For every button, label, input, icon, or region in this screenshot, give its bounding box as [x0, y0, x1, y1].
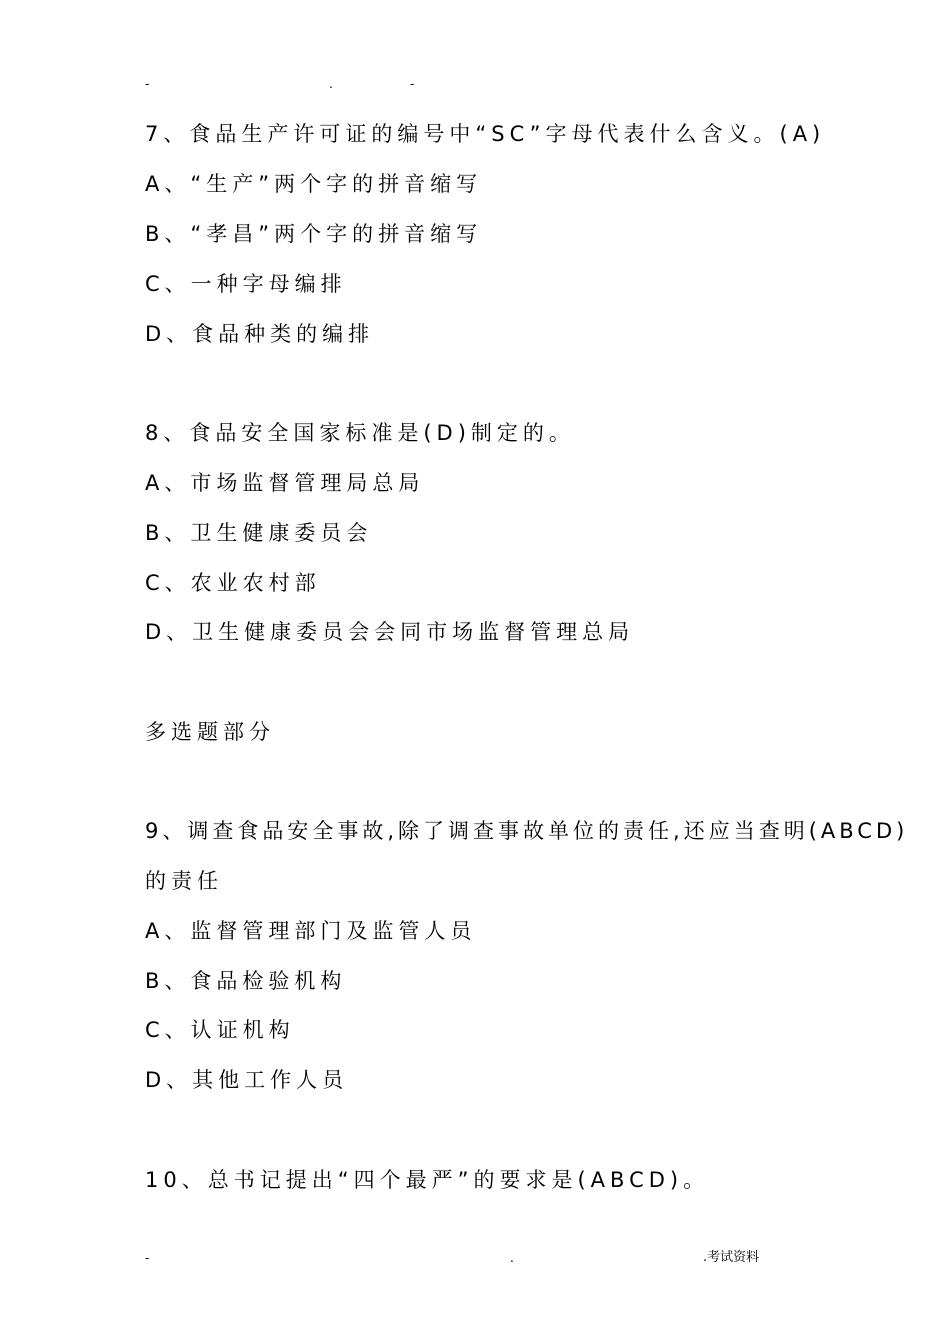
- option-d: D、卫生健康委员会会同市场监督管理总局: [145, 620, 635, 644]
- footer-mark-center: .: [510, 1251, 514, 1265]
- question-stem-line-2: 的责任: [145, 869, 223, 893]
- option-a: A、监督管理部门及监管人员: [145, 919, 477, 943]
- question-stem: 10、总书记提出“四个最严”的要求是(ABCD)。: [145, 1168, 710, 1192]
- option-c: C、认证机构: [145, 1018, 295, 1042]
- question-stem: 8、食品安全国家标准是(D)制定的。: [145, 421, 575, 445]
- option-c: C、农业农村部: [145, 571, 321, 595]
- header-mark-center: .: [329, 77, 333, 91]
- option-d: D、食品种类的编排: [145, 322, 375, 346]
- question-stem: 7、食品生产许可证的编号中“SC”字母代表什么含义。(A): [145, 122, 826, 146]
- option-a: A、市场监督管理局总局: [145, 471, 425, 495]
- option-b: B、卫生健康委员会: [145, 521, 373, 545]
- footer-source-label: .考试资料: [703, 1250, 760, 1265]
- footer-mark-left: -: [145, 1251, 150, 1265]
- option-a: A、“生产”两个字的拼音缩写: [145, 172, 483, 196]
- header-mark-right: -: [410, 77, 415, 91]
- option-b: B、食品检验机构: [145, 969, 347, 993]
- question-stem-line-1: 9、调查食品安全事故,除了调查事故单位的责任,还应当查明(ABCD): [145, 819, 909, 843]
- option-b: B、“孝昌”两个字的拼音缩写: [145, 222, 483, 246]
- header-mark-left: -: [145, 77, 150, 91]
- option-d: D、其他工作人员: [145, 1068, 349, 1092]
- option-c: C、一种字母编排: [145, 272, 347, 296]
- section-title: 多选题部分: [145, 720, 275, 744]
